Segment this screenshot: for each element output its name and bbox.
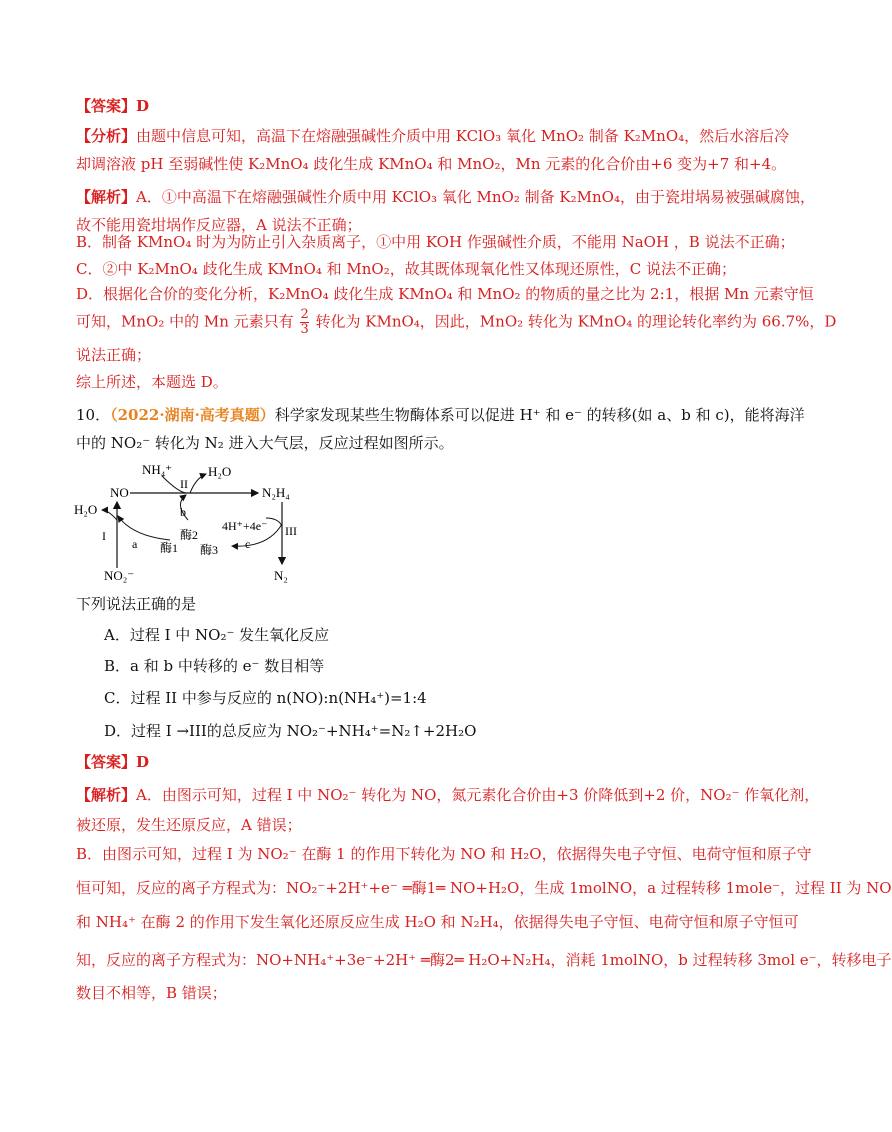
explain2-line-3: B．由图示可知，过程 I 为 NO₂⁻ 在酶 1 的作用下转化为 NO 和 H₂O，依据得失电子守恒、电荷守恒和原子守	[76, 845, 812, 863]
explain2-line-6: 知，反应的离子方程式为：NO+NH₄⁺+3e⁻+2H⁺ ═酶2═ H₂O+N₂H₄，消耗 1molNO，b 过程转移 3mol e⁻，转移电子	[76, 951, 892, 969]
option-a[interactable]: A．过程 I 中 NO₂⁻ 发生氧化反应	[104, 626, 330, 644]
label-n2h4: N₂H₄	[262, 485, 290, 500]
explain-line-5: D．根据化合价的变化分析，K₂MnO₄ 歧化生成 KMnO₄ 和 MnO₂ 的物质的量之比为 2:1，根据 Mn 元素守恒	[76, 285, 814, 303]
label-iii: III	[285, 524, 297, 538]
explain2-line-1: 【解析】A．由图示可知，过程 I 中 NO₂⁻ 转化为 NO，氮元素化合价由+3 价降低到+2 价，NO₂⁻ 作氧化剂，	[76, 786, 820, 804]
label-hplus: 4H⁺+4e⁻	[222, 519, 268, 533]
reaction-diagram	[70, 456, 310, 588]
label-enzyme2: 酶2	[180, 528, 199, 542]
answer-line-2: 【答案】D	[76, 753, 150, 771]
label-no2: NO₂⁻	[104, 568, 135, 583]
analysis-line-1: 【分析】由题中信息可知，高温下在熔融强碱性介质中用 KClO₃ 氧化 MnO₂ 制备 K₂MnO₄，然后水溶后冷	[76, 127, 790, 145]
question-10-line-2: 中的 NO₂⁻ 转化为 N₂ 进入大气层，反应过程如图所示。	[76, 434, 454, 452]
explain2-line-2: 被还原，发生还原反应，A 错误；	[76, 816, 302, 834]
curve-a	[118, 516, 170, 540]
option-d[interactable]: D．过程 I →III的总反应为 NO₂⁻+NH₄⁺=N₂↑+2H₂O	[104, 722, 477, 740]
label-b: b	[180, 505, 186, 519]
explain-line-1: 【解析】A．①中高温下在熔融强碱性介质中用 KClO₃ 氧化 MnO₂ 制备 K₂MnO₄，由于瓷坩埚易被强碱腐蚀，	[76, 188, 815, 206]
explain-line-7: 说法正确；	[76, 346, 152, 364]
explain-label: 【解析】	[76, 188, 137, 206]
curve-hplus-in	[266, 518, 282, 526]
label-i: I	[102, 529, 106, 543]
label-no: NO	[110, 485, 129, 500]
answer-value: D	[136, 97, 150, 115]
question-10-line-1: 10．（2022·湖南·高考真题）科学家发现某些生物酶体系可以促进 H⁺ 和 e⁻ 的转移(如 a、b 和 c)，能将海洋	[76, 406, 805, 424]
explain-line-8: 综上所述，本题选 D。	[76, 373, 228, 391]
option-c[interactable]: C．过程 II 中参与反应的 n(NO):n(NH₄⁺)=1:4	[104, 689, 427, 707]
curve-h2o-left	[102, 510, 117, 520]
label-h2o-top: H₂O	[208, 464, 232, 479]
fraction-two-thirds: $\frac{2}{3}$	[300, 307, 309, 337]
question-prompt: 下列说法正确的是	[76, 595, 197, 613]
explain2-line-4: 恒可知，反应的离子方程式为：NO₂⁻+2H⁺+e⁻ ═酶1═ NO+H₂O，生成 1molNO，a 过程转移 1mole⁻，过程 II 为 NO	[76, 879, 892, 897]
label-enzyme1: 酶1	[160, 541, 179, 555]
explain2-line-5: 和 NH₄⁺ 在酶 2 的作用下发生氧化还原反应生成 H₂O 和 N₂H₄，依据得失电子守恒、电荷守恒和原子守恒可	[76, 913, 799, 931]
label-enzyme3: 酶3	[200, 543, 219, 557]
label-h2o-left: H₂O	[74, 502, 98, 517]
label-nh4: NH₄⁺	[142, 462, 173, 477]
explain-line-2: 故不能用瓷坩埚作反应器，A 说法不正确；	[76, 216, 362, 234]
analysis-line-2: 却调溶液 pH 至弱碱性使 K₂MnO₄ 歧化生成 KMnO₄ 和 MnO₂，Mn 元素的化合价由+6 变为+7 和+4。	[76, 155, 787, 173]
question-source: （2022·湖南·高考真题）	[110, 406, 275, 424]
explain-line-3: B．制备 KMnO₄ 时为为防止引入杂质离子，①中用 KOH 作强碱性介质，不能用 NaOH ，B 说法不正确；	[76, 233, 795, 251]
label-ii: II	[180, 477, 188, 491]
explain-line-4: C．②中 K₂MnO₄ 歧化生成 KMnO₄ 和 MnO₂，故其既体现氧化性又体现还原性，C 说法不正确；	[76, 260, 736, 278]
explain2-line-7: 数目不相等，B 错误；	[76, 984, 227, 1002]
answer-line-1	[76, 96, 149, 116]
explain-line-6: 可知，MnO₂ 中的 Mn 元素只有 $\frac{2}{3}$ 转化为 KMnO₄，因此，MnO₂ 转化为 KMnO₄ 的理论转化率约为 66.7%，D	[76, 307, 837, 337]
curve-h2o-out	[190, 474, 206, 493]
label-n2: N₂	[274, 568, 288, 583]
option-b[interactable]: B．a 和 b 中转移的 e⁻ 数目相等	[104, 657, 325, 675]
answer-label: 【答案】	[76, 97, 137, 115]
label-a: a	[132, 537, 138, 551]
label-c: c	[245, 537, 251, 551]
analysis-label: 【分析】	[76, 127, 137, 145]
question-number: 10．	[76, 406, 111, 424]
